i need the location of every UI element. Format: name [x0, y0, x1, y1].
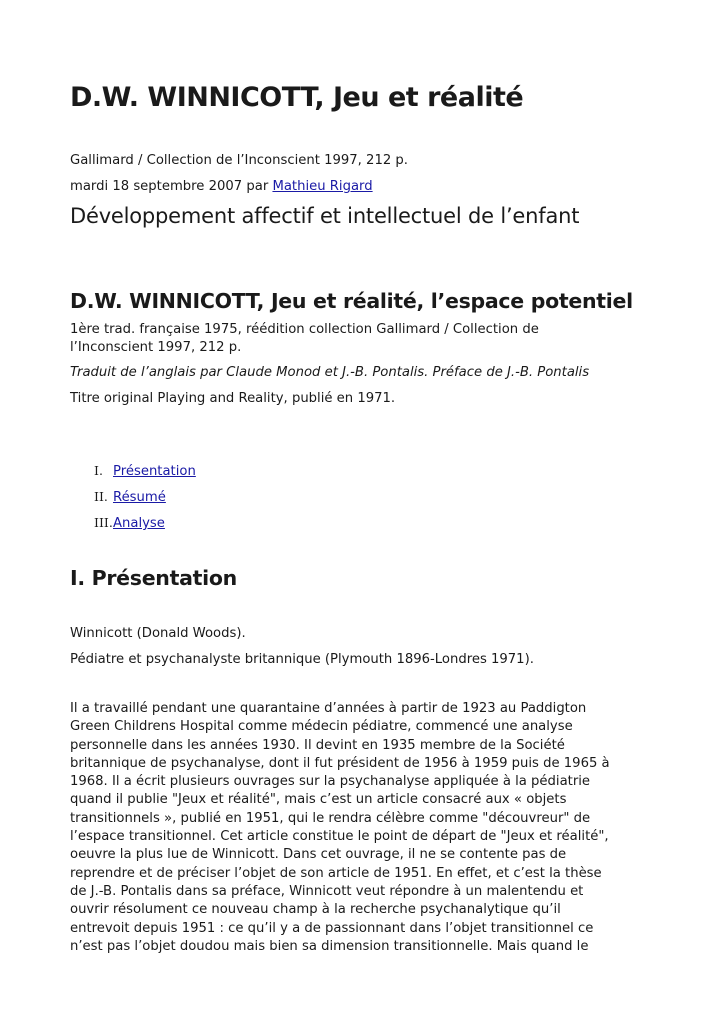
translation-info: 1ère trad. française 1975, réédition collection Gallimard / Collection de l’Inconscient 1997, 212 p. — [70, 322, 539, 355]
body-line: quand il publie "Jeux et réalité", mais c’est un article consacré aux « objets — [70, 792, 567, 808]
publication-line: Gallimard / Collection de l’Inconscient 1997, 212 p. — [70, 153, 408, 168]
body-paragraph — [70, 700, 650, 956]
toc-item-presentation — [94, 463, 196, 489]
date-text: mardi 18 septembre 2007 par — [70, 179, 269, 194]
body-line: entrevoit depuis 1951 : ce qu’il y a de passionnant dans l’objet transitionnel ce — [70, 920, 594, 936]
body-line: Green Childrens Hospital comme médecin pédiatre, commencé une analyse — [70, 719, 573, 735]
original-title: Titre original Playing and Reality, publié en 1971. — [70, 391, 396, 406]
toc-item-resume — [94, 489, 196, 515]
body-line: l’espace transitionnel. Cet article constitue le point de départ de "Jeux et réalité", — [70, 829, 609, 845]
body-line: reprendre et de préciser l’objet de son article de 1951. En effet, et c’est la thèse — [70, 865, 602, 881]
body-line: Il a travaillé pendant une quarantaine d’années à partir de 1923 au Paddigton — [70, 701, 587, 716]
toc-link-resume[interactable]: Résumé — [113, 490, 166, 505]
section-heading-presentation: I. Présentation — [70, 566, 237, 590]
toc-number: I. — [94, 463, 103, 478]
body-line: personnelle dans les années 1930. Il devint en 1935 membre de la Société — [70, 737, 565, 753]
toc-link-presentation[interactable]: Présentation — [113, 464, 196, 479]
author-link[interactable]: Mathieu Rigard — [272, 179, 373, 194]
book-heading: D.W. WINNICOTT, Jeu et réalité, l’espace potentiel — [70, 289, 633, 313]
body-line: de J.-B. Pontalis dans sa préface, Winnicott veut répondre à un malentendu et — [70, 883, 584, 899]
article-subtitle: Développement affectif et intellectuel de l’enfant — [70, 204, 580, 228]
translated-by: Traduit de l’anglais par Claude Monod et J.-B. Pontalis. Préface de J.-B. Pontalis — [70, 365, 590, 380]
byline — [70, 179, 373, 194]
table-of-contents — [94, 463, 196, 541]
toc-item-analyse — [94, 515, 196, 541]
body-line: oeuvre la plus lue de Winnicott. Dans cet ouvrage, il ne se contente pas de — [70, 847, 567, 863]
toc-number: II. — [94, 489, 108, 504]
name-line: Winnicott (Donald Woods). — [70, 626, 246, 641]
body-line: 1968. Il a écrit plusieurs ouvrages sur la psychanalyse appliquée à la pédiatrie — [70, 774, 591, 790]
role-line: Pédiatre et psychanalyste britannique (Plymouth 1896-Londres 1971). — [70, 652, 534, 667]
toc-link-analyse[interactable]: Analyse — [113, 516, 165, 531]
body-line: britannique de psychanalyse, dont il fut président de 1956 à 1959 puis de 1965 à — [70, 755, 610, 771]
toc-number: III. — [94, 515, 113, 530]
article-title: D.W. WINNICOTT, Jeu et réalité — [70, 82, 524, 113]
body-line: n’est pas l’objet doudou mais bien sa dimension transitionnelle. Mais quand le — [70, 938, 589, 954]
body-line: ouvrir résolument ce nouveau champ à la recherche psychanalytique qu’il — [70, 902, 561, 918]
body-line: transitionnels », publié en 1951, qui le rendra célèbre comme "découvreur" de — [70, 810, 591, 826]
